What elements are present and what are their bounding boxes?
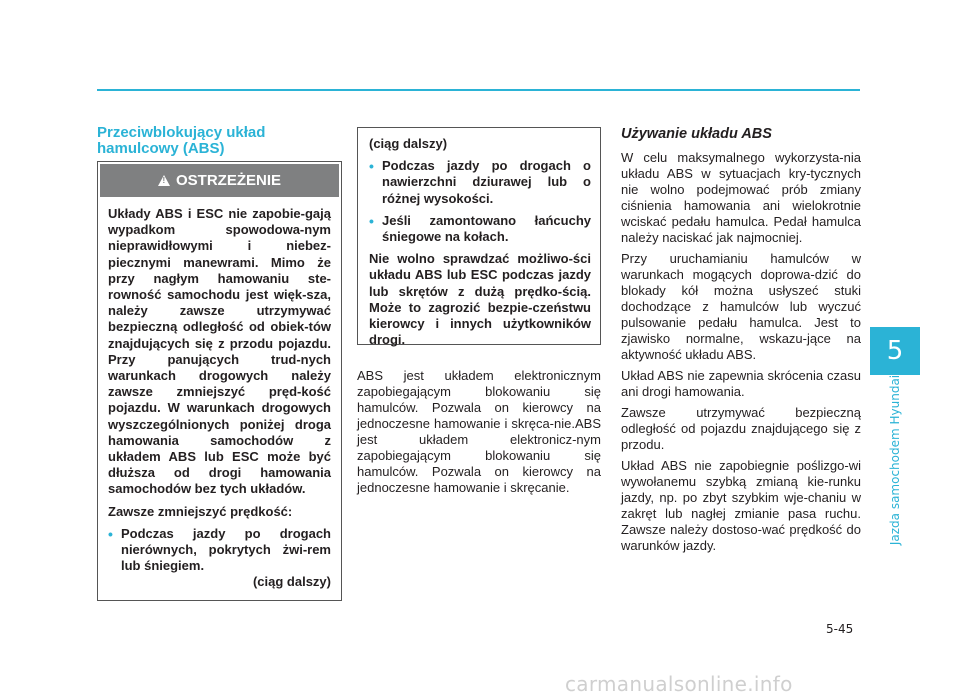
warning-body (108, 206, 331, 591)
page-number: 5-45 (826, 622, 854, 636)
continued-label: (ciąg dalszy) (252, 574, 331, 590)
using-abs-paragraph: Zawsze utrzymywać bezpieczną odległość od pojazdu znajdującego się z przodu. (621, 405, 861, 452)
continuation-header: (ciąg dalszy) (369, 136, 448, 151)
chapter-number-tab: 5 (870, 327, 920, 375)
warning-triangle-icon (158, 175, 170, 186)
watermark-text: carmanualsonline.info (565, 672, 793, 696)
continuation-text: Nie wolno sprawdzać możliwo-ści układu ABS lub ESC podczas jazdy lub skrętów z dużą prędko-ścią. Może to zagrozić bezpie-czeństwu kierowcy i innych użytkowników drogi. (369, 251, 591, 348)
continuation-body (369, 136, 591, 348)
warning-box (97, 161, 342, 601)
warning-bullet-item: • Podczas jazdy po drogach nierównych, pokrytych żwi-rem lub śniegiem. (108, 526, 331, 575)
continuation-box (357, 127, 601, 348)
continuation-bullet-item: • Jeśli zamontowano łańcuchy śniegowe na kołach. (369, 213, 591, 245)
warning-slow-down-text: Zawsze zmniejszyć prędkość: (108, 503, 293, 519)
warning-text: Układy ABS i ESC nie zapobie-gają wypadkom spowodowa-nym nieprawidłowymi i niebez-piecznymi manewrami. Mimo że przy nagłym hamowaniu ste-rowność samochodu jest więk-sza, należy zawsze utrzymywać bezpieczną odległość od obiek-tów znajdujących się z przodu pojazdu. Przy panujących trud-nych warunkach drogowych należy zawsze zmniejszyć pręd-kość pojazdu. W warunkach drogowych wyszczególnionych poniżej droga hamowania samochodów z układem ABS lub ESC może być dłuższa od drogi hamowania samochodów bez tych układów. (108, 206, 331, 497)
warning-header (100, 164, 339, 197)
chapter-side-label-text: Jazda samochodem Hyundai (888, 374, 902, 546)
using-abs-paragraph: W celu maksymalnego wykorzysta-nia układu ABS w sytuacjach kry-tycznych nie wolno podejmować prób zmiany ciśnienia hamowania ani wielokrotnie wciskać pedału hamulca. Pedał hamulca należy naciskać jak najmocniej. (621, 150, 861, 245)
warning-header-label: OSTRZEŻENIE (175, 172, 281, 189)
continuation-bullet-item: • Podczas jazdy po drogach o nawierzchni dziurawej lub o różnej wysokości. (369, 158, 591, 207)
using-abs-section (621, 126, 861, 559)
chapter-side-label (870, 375, 920, 545)
using-abs-paragraph: Układ ABS nie zapewnia skrócenia czasu ani drogi hamowania. (621, 368, 861, 399)
top-divider-line (97, 89, 860, 91)
section-title: Przeciwblokujący układ hamulcowy (ABS) (97, 124, 266, 157)
abs-description-paragraph: ABS jest układem elektronicznym zapobiegającym blokowaniu się hamulców. Pozwala on kierowcy na jednoczesne hamowanie i skręca-nie.ABS jest układem elektronicz-nym zapobiegającym blokowaniu się hamulców. Pozwala on kierowcy na jednoczesne hamowanie i skręcanie. (357, 368, 601, 495)
using-abs-paragraph: Układ ABS nie zapobiegnie poślizgo-wi wywołanemu szybką zmianą kie-runku jazdy, np. po zbyt szybkim wje-chaniu w zakręt lub nagłej zmianie pasa ruchu. Zawsze należy dostoso-wać prędkość do warunków jazdy. (621, 458, 861, 553)
using-abs-paragraph: Przy uruchamianiu hamulców w warunkach mogących doprowa-dzić do blokady kół można usłyszeć stuki dochodzące z hamulców lub wyczuć pulsowanie pedału hamulca. Jest to zjawisko normalne, wskazu-jące na aktywność układu ABS. (621, 251, 861, 362)
using-abs-title: Używanie układu ABS (621, 126, 772, 142)
